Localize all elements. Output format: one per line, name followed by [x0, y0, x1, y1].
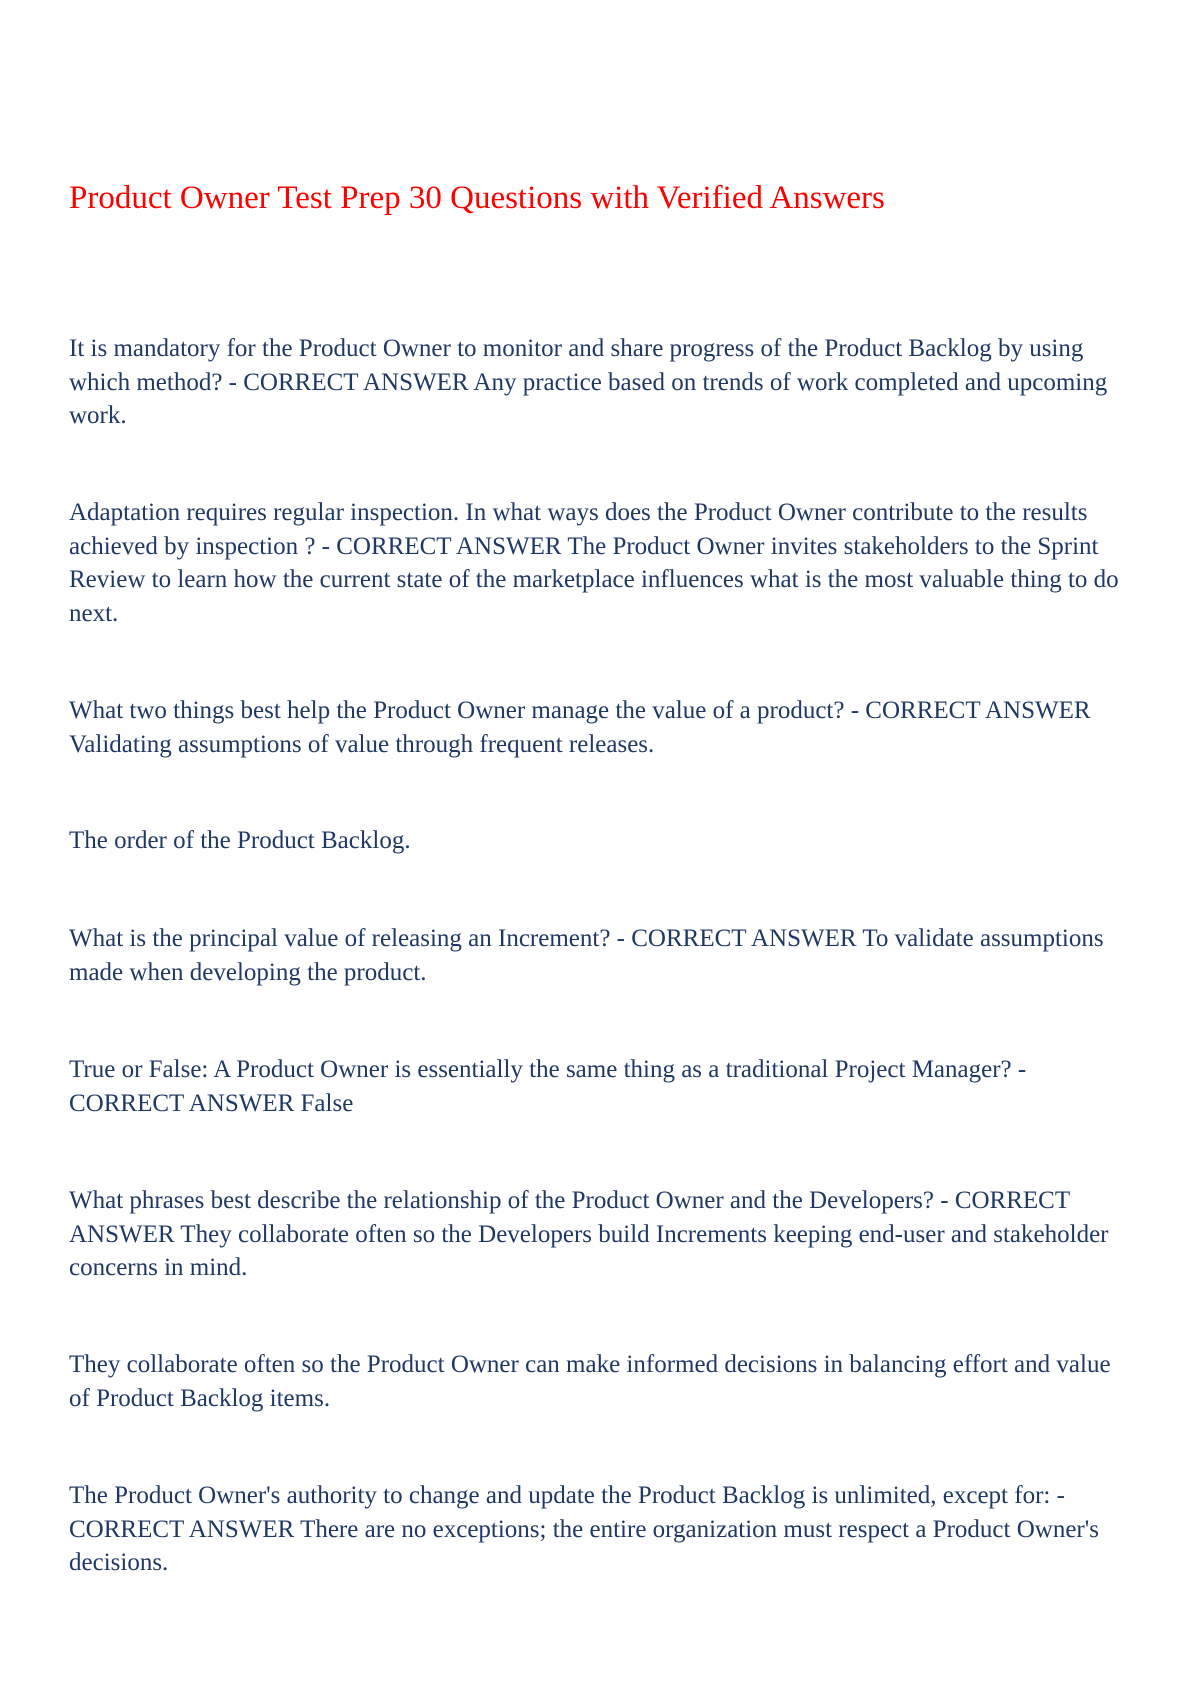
document-title: Product Owner Test Prep 30 Questions with Verified Answers	[69, 180, 885, 216]
qa-paragraph: It is mandatory for the Product Owner to monitor and share progress of the Product Backlog by using which method? - CORRECT ANSWER Any practice based on trends of work completed and upcoming work.	[69, 335, 1108, 429]
qa-paragraph: True or False: A Product Owner is essentially the same thing as a traditional Project Manager? - CORRECT ANSWER False	[69, 1056, 1027, 1117]
qa-paragraph: Adaptation requires regular inspection. In what ways does the Product Owner contribute to the results achieved by inspection ? - CORRECT ANSWER The Product Owner invites stakeholders to the Sprint Review to learn how the current state of the marketplace influences what is the most valuable thing to do next.	[69, 499, 1119, 627]
qa-paragraph: The order of the Product Backlog.	[69, 827, 411, 854]
qa-paragraph: They collaborate often so the Product Owner can make informed decisions in balancing effort and value of Product Backlog items.	[69, 1351, 1111, 1412]
qa-paragraph: What phrases best describe the relationship of the Product Owner and the Developers? - CORRECT ANSWER They collaborate often so the Developers build Increments keeping end-user and stakeholder concerns in mind.	[69, 1187, 1109, 1281]
qa-paragraph: What two things best help the Product Owner manage the value of a product? - CORRECT ANSWER Validating assumptions of value through frequent releases.	[69, 697, 1091, 758]
qa-paragraph: The Product Owner's authority to change and update the Product Backlog is unlimited, except for: - CORRECT ANSWER There are no exceptions; the entire organization must respect a Product Owner's decisions.	[69, 1482, 1099, 1576]
qa-paragraph: What is the principal value of releasing an Increment? - CORRECT ANSWER To validate assumptions made when developing the product.	[69, 925, 1104, 986]
